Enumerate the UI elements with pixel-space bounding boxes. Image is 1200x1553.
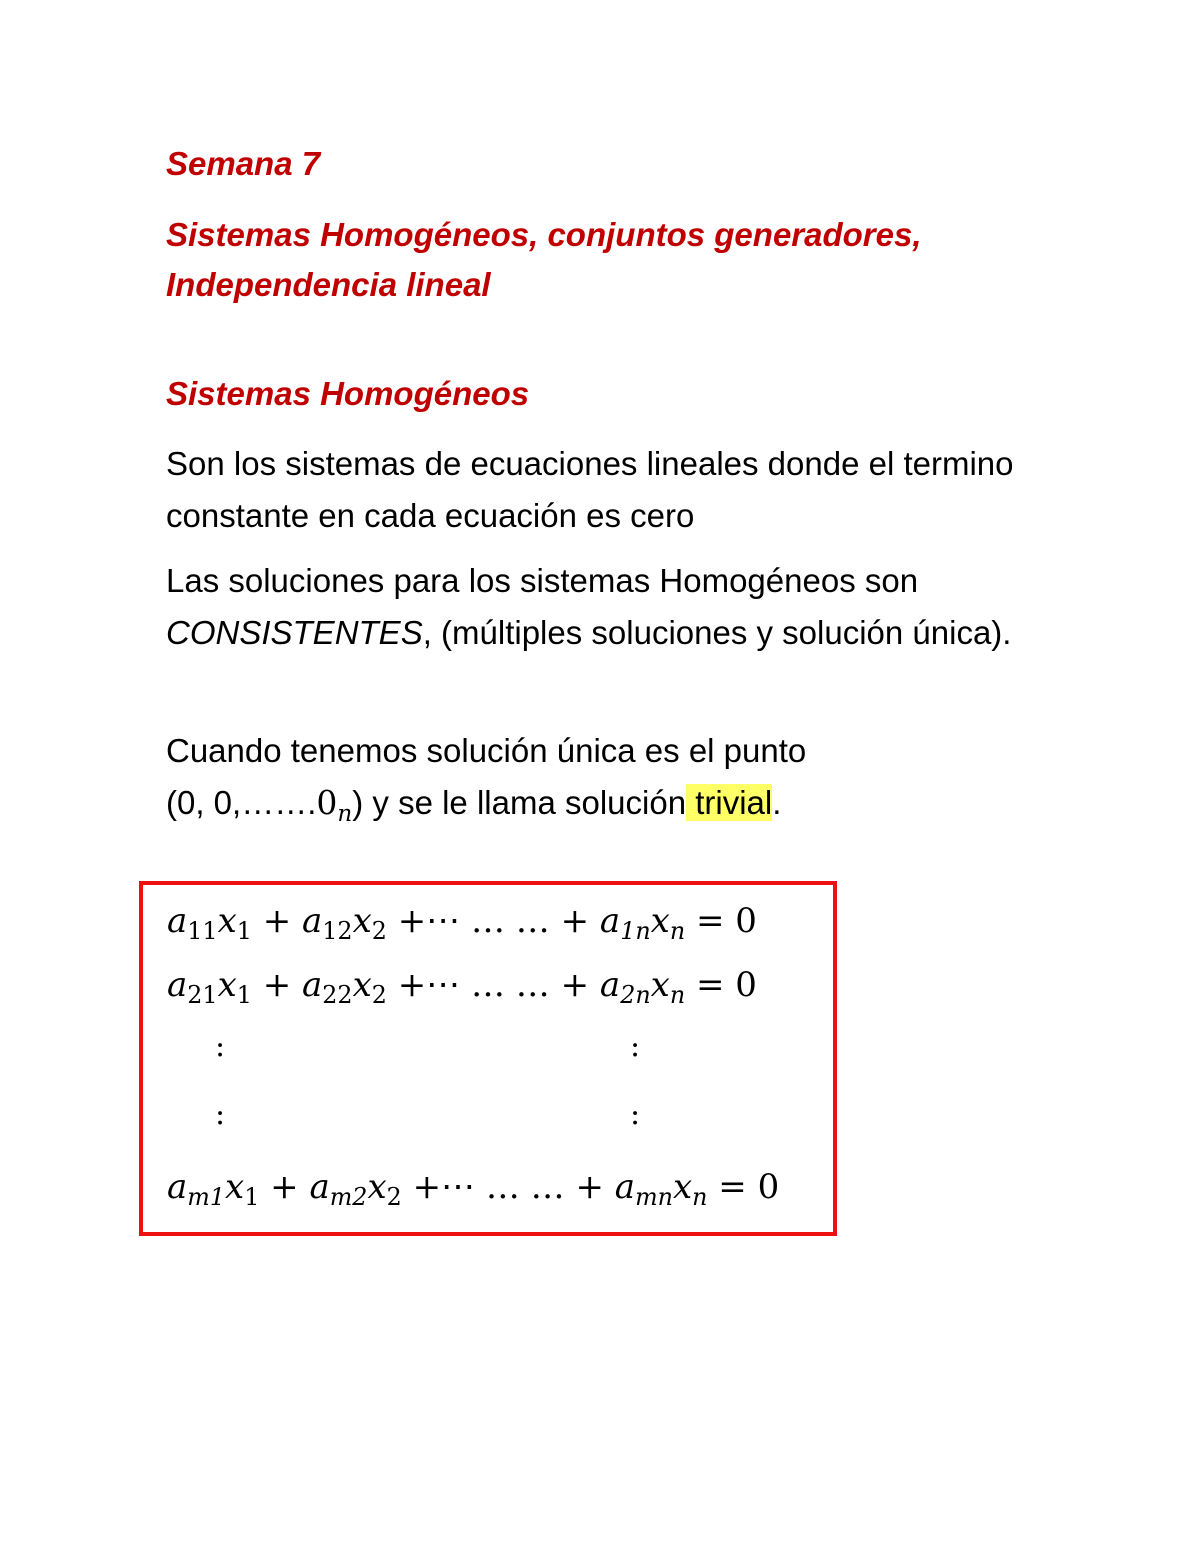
equation-row-1: $a_{11}x_1 + a_{12}x_2$ +⋯ … … + $a_{1n}x_n = 0$ (167, 901, 757, 946)
vertical-dots: : (215, 1097, 226, 1132)
homogeneous-system-box (139, 881, 837, 1236)
equation-row-2: $a_{21}x_1 + a_{22}x_2$ +⋯ … … + $a_{2n}x_n = 0$ (167, 965, 757, 1010)
vertical-dots: : (630, 1029, 641, 1064)
consistency-paragraph: Las soluciones para los sistemas Homogéneos son CONSISTENTES, (múltiples soluciones y solución única). (166, 562, 1012, 651)
topic-subtitle: Sistemas Homogéneos, conjuntos generadores, Independencia lineal (166, 216, 922, 303)
trivial-solution-paragraph: Cuando tenemos solución única es el punto (0, $0,\dots\dots.0_n$) y se le llama solución trivial. (166, 732, 807, 827)
equation-row-m: $a_{m1}x_1 + a_{m2}x_2$ +⋯ … … + $a_{mn}x_n = 0$ (167, 1167, 780, 1212)
week-title: Semana 7 (166, 145, 321, 182)
section-heading: Sistemas Homogéneos (166, 375, 530, 412)
zero-n-term: $0_n$ (316, 783, 353, 827)
vertical-dots: : (215, 1029, 226, 1064)
consistent-emphasis: CONSISTENTES (166, 614, 423, 651)
trivial-highlight: trivial (686, 784, 773, 821)
definition-paragraph: Son los sistemas de ecuaciones lineales donde el termino constante en cada ecuación es cero (166, 445, 1014, 534)
vertical-dots: : (630, 1097, 641, 1132)
